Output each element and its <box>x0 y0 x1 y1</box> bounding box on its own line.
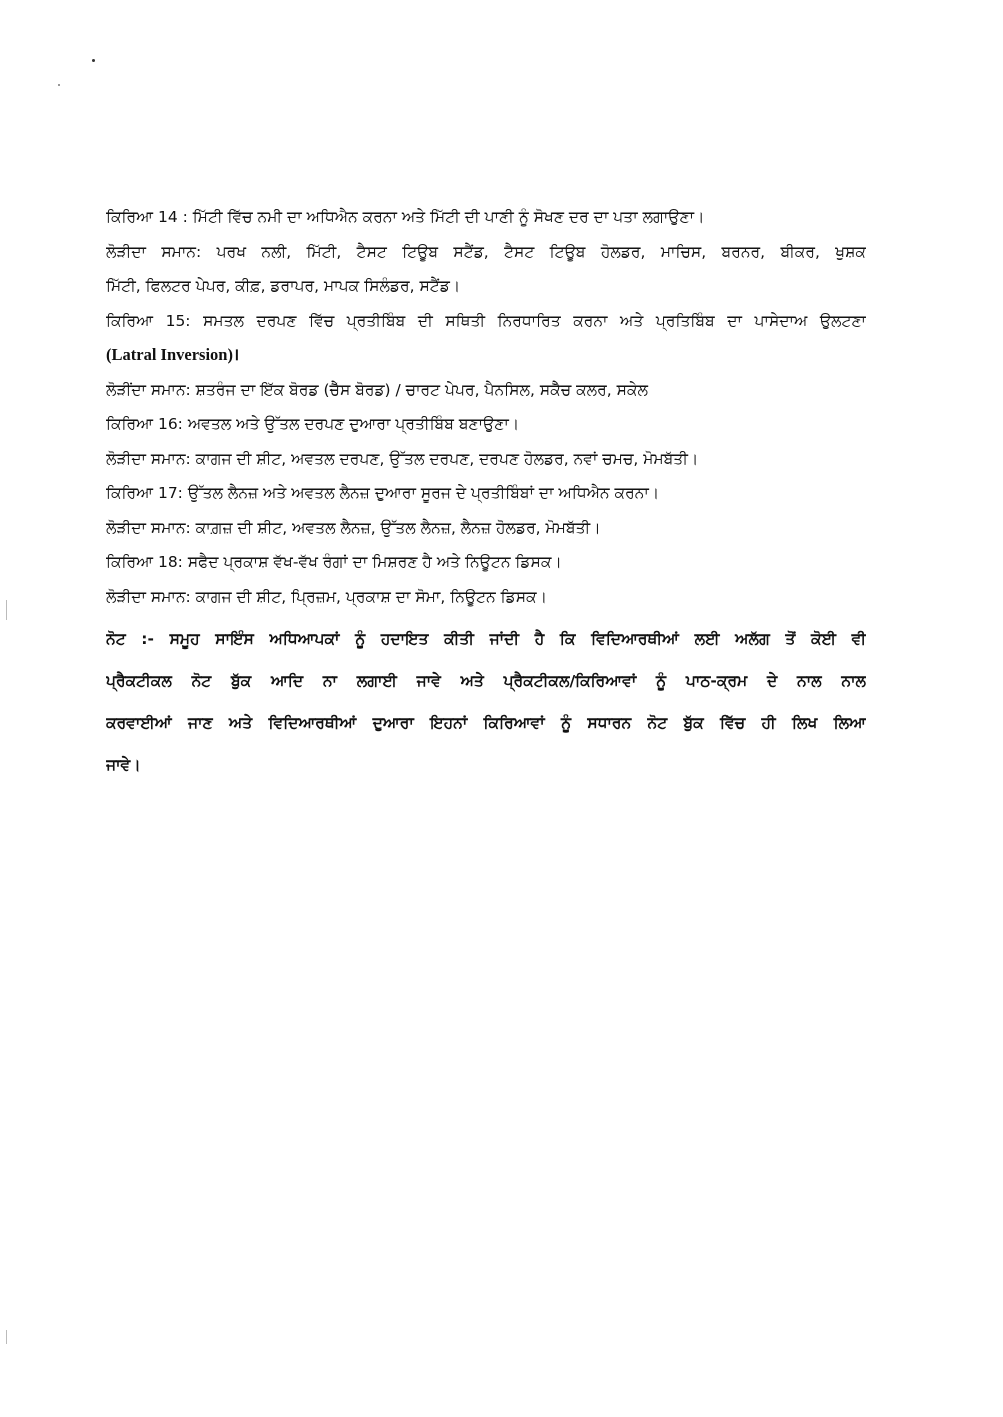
activity-15-materials: ਲੋੜੀਂਦਾ ਸਮਾਨ: ਸ਼ਤਰੰਜ ਦਾ ਇੱਕ ਬੋਰਡ (ਚੈੱਸ ਬੋਰਡ) / ਚਾਰਟ ਪੇਪਰ, ਪੈਨਸਿਲ, ਸਕੈੱਚ ਕਲਰ, ਸਕੇਲ <box>106 380 648 399</box>
activity-15-heading: ਕਿਰਿਆ 15: ਸਮਤਲ ਦਰਪਣ ਵਿੱਚ ਪ੍ਰਤੀਬਿੰਬ ਦੀ ਸਥਿਤੀ ਨਿਰਧਾਰਿਤ ਕਰਨਾ ਅਤੇ ਪ੍ਰਤਿਬਿੰਬ ਦਾ ਪਾਸੇਦਾਅ ਉਲਟਣਾ <box>106 311 866 330</box>
activity-17-materials: ਲੋੜੀਦਾ ਸਮਾਨ: ਕਾਗ਼ਜ਼ ਦੀ ਸ਼ੀਟ, ਅਵਤਲ ਲੈਨਜ਼, ਉੱਤਲ ਲੈਨਜ਼, ਲੈਨਜ਼ ਹੋਲਡਰ, ਮੋਮਬੱਤੀ। <box>106 518 601 537</box>
activity-16-heading: ਕਿਰਿਆ 16: ਅਵਤਲ ਅਤੇ ਉੱਤਲ ਦਰਪਣ ਦੁਆਰਾ ਪ੍ਰਤੀਬਿੰਬ ਬਣਾਉਣਾ। <box>106 415 520 433</box>
scan-speck <box>58 84 60 86</box>
activity-18-heading: ਕਿਰਿਆ 18: ਸਫੈਦ ਪ੍ਰਕਾਸ਼ ਵੱਖ-ਵੱਖ ਰੰਗਾਂ ਦਾ ਮਿਸ਼ਰਣ ਹੈ ਅਤੇ ਨਿਊਟਨ ਡਿਸਕ। <box>106 553 562 571</box>
teacher-note <box>106 618 866 786</box>
activity-18-materials: ਲੋੜੀਦਾ ਸਮਾਨ: ਕਾਗਜ ਦੀ ਸ਼ੀਟ, ਪ੍ਰਿਜ਼ਮ, ਪ੍ਰਕਾਸ਼ ਦਾ ਸੋਮਾ, ਨਿਊਟਨ ਡਿਸਕ। <box>106 587 548 606</box>
note-line: ਪ੍ਰੈਕਟੀਕਲ ਨੋਟ ਬੁੱਕ ਆਦਿ ਨਾ ਲਗਾਈ ਜਾਵੇ ਅਤੇ ਪ੍ਰੈਕਟੀਕਲ/ਕਿਰਿਆਵਾਂ ਨੂੰ ਪਾਠ-ਕ੍ਰਮ ਦੇ ਨਾਲ ਨਾਲ <box>106 672 866 690</box>
activity-14-materials: ਲੋੜੀਦਾ ਸਮਾਨ: ਪਰਖ ਨਲੀ, ਮਿੱਟੀ, ਟੈਸਟ ਟਿਊਬ ਸਟੈਂਡ, ਟੈਸਟ ਟਿਊਬ ਹੋਲਡਰ, ਮਾਚਿਸ, ਬਰਨਰ, ਬੀਕਰ, ਖੁਸ਼ਕ <box>106 242 866 261</box>
note-line: ਜਾਵੇ। <box>106 756 141 774</box>
document-body <box>106 200 866 786</box>
activity-14-heading: ਕਿਰਿਆ 14 : ਮਿੱਟੀ ਵਿੱਚ ਨਮੀ ਦਾ ਅਧਿਐਨ ਕਰਨਾ ਅਤੇ ਮਿੱਟੀ ਦੀ ਪਾਣੀ ਨੂੰ ਸੋਖਣ ਦਰ ਦਾ ਪਤਾ ਲਗਾਉਣਾ। <box>106 208 705 226</box>
scan-speck <box>92 59 95 62</box>
activity-17-heading: ਕਿਰਿਆ 17: ਉੱਤਲ ਲੈਨਜ਼ ਅਤੇ ਅਵਤਲ ਲੈਨਜ਼ ਦੁਆਰਾ ਸੂਰਜ ਦੇ ਪ੍ਰਤੀਬਿੰਬਾਂ ਦਾ ਅਧਿਐਨ ਕਰਨਾ। <box>106 484 660 502</box>
note-line: ਕਰਵਾਈਆਂ ਜਾਣ ਅਤੇ ਵਿਦਿਆਰਥੀਆਂ ਦੁਆਰਾ ਇਹਨਾਂ ਕਿਰਿਆਵਾਂ ਨੂੰ ਸਧਾਰਨ ਨੋਟ ਬੁੱਕ ਵਿੱਚ ਹੀ ਲਿਖ ਲਿਆ <box>106 714 866 732</box>
activity-15-heading-cont: (Latral Inversion)। <box>106 345 240 364</box>
scan-edge-mark <box>6 600 7 620</box>
activity-14-materials-cont: ਮਿੱਟੀ, ਫਿਲਟਰ ਪੇਪਰ, ਕੀਫ਼, ਡਰਾਪਰ, ਮਾਪਕ ਸਿਲੰਡਰ, ਸਟੈਂਡ। <box>106 277 461 295</box>
scan-edge-mark <box>6 1330 7 1344</box>
activity-16-materials: ਲੋੜੀਦਾ ਸਮਾਨ: ਕਾਗਜ ਦੀ ਸ਼ੀਟ, ਅਵਤਲ ਦਰਪਣ, ਉੱਤਲ ਦਰਪਣ, ਦਰਪਣ ਹੋਲਡਰ, ਨਵਾਂ ਚਮਚ, ਮੋਮਬੱਤੀ। <box>106 449 699 468</box>
note-line: ਨੋਟ :- ਸਮੂਹ ਸਾਇੰਸ ਅਧਿਆਪਕਾਂ ਨੂੰ ਹਦਾਇਤ ਕੀਤੀ ਜਾਂਦੀ ਹੈ ਕਿ ਵਿਦਿਆਰਥੀਆਂ ਲਈ ਅਲੱਗ ਤੋਂ ਕੋਈ ਵੀ <box>106 630 866 648</box>
